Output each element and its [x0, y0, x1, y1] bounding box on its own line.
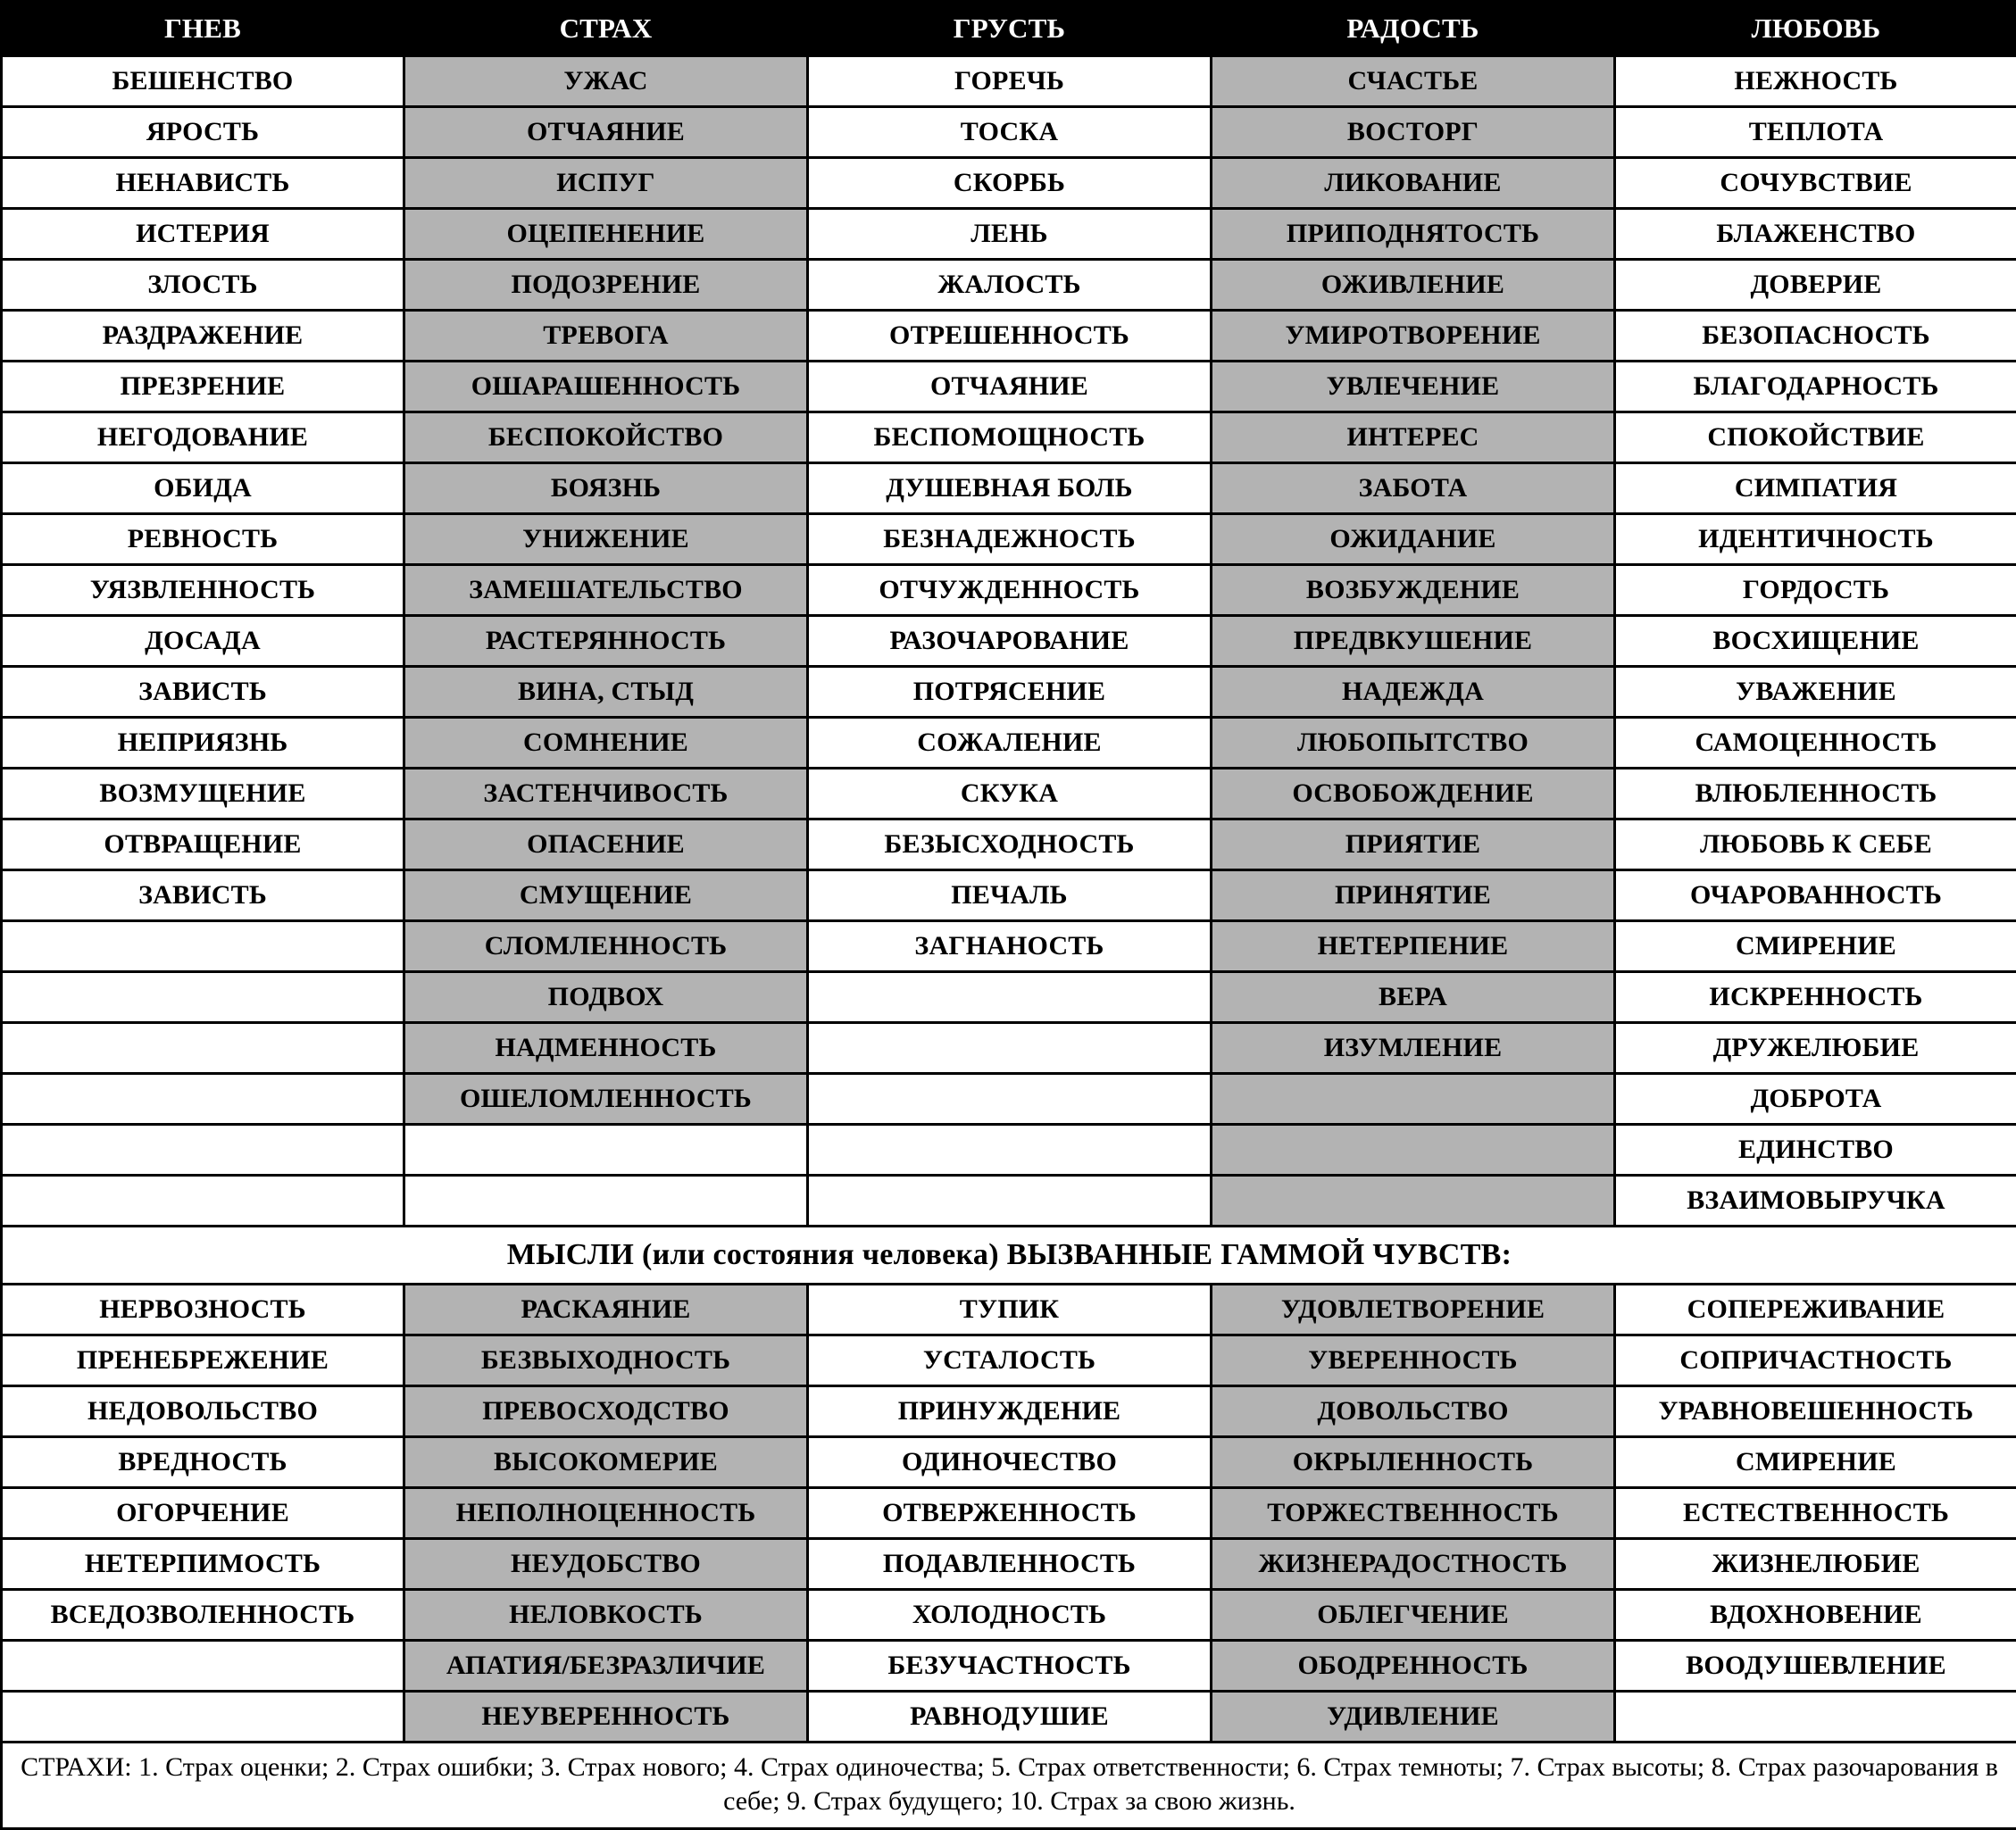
feeling-cell: ОТЧАЯНИЕ: [808, 362, 1212, 412]
feeling-cell: ПРЕЗРЕНИЕ: [2, 362, 404, 412]
feeling-cell: РАСТЕРЯННОСТЬ: [404, 616, 808, 667]
thought-cell: ОДИНОЧЕСТВО: [808, 1437, 1212, 1488]
footer-body: [2, 1743, 2016, 1829]
thought-cell: НЕТЕРПИМОСТЬ: [2, 1539, 404, 1590]
thought-cell: ПРИНУЖДЕНИЕ: [808, 1386, 1212, 1437]
feelings-row: [2, 1125, 2016, 1176]
thoughts-body: [2, 1285, 2016, 1743]
cell-empty: [404, 1125, 808, 1176]
column-header-anger: ГНЕВ: [2, 2, 404, 56]
thought-cell: ОБОДРЕННОСТЬ: [1212, 1641, 1615, 1692]
cell-empty: [2, 1023, 404, 1074]
section-divider-body: [2, 1227, 2016, 1285]
cell-empty: [808, 1176, 1212, 1227]
feeling-cell: ДУШЕВНАЯ БОЛЬ: [808, 463, 1212, 514]
feeling-cell: ЛИКОВАНИЕ: [1212, 158, 1615, 209]
cell-empty: [2, 972, 404, 1023]
thought-cell: ПРЕВОСХОДСТВО: [404, 1386, 808, 1437]
feeling-cell: ИЗУМЛЕНИЕ: [1212, 1023, 1615, 1074]
feelings-row: [2, 870, 2016, 921]
feeling-cell: ОБИДА: [2, 463, 404, 514]
feeling-cell: БЛАЖЕНСТВО: [1615, 209, 2016, 260]
feeling-cell: НЕЖНОСТЬ: [1615, 56, 2016, 107]
thoughts-row: [2, 1692, 2016, 1743]
feeling-cell: СИМПАТИЯ: [1615, 463, 2016, 514]
cell-empty: [404, 1176, 808, 1227]
feelings-row: [2, 667, 2016, 718]
feeling-cell: ПЕЧАЛЬ: [808, 870, 1212, 921]
feeling-cell: РАЗОЧАРОВАНИЕ: [808, 616, 1212, 667]
feeling-cell: БЕСПОМОЩНОСТЬ: [808, 412, 1212, 463]
feeling-cell: СКОРБЬ: [808, 158, 1212, 209]
feeling-cell: УЯЗВЛЕННОСТЬ: [2, 565, 404, 616]
feeling-cell: ТОСКА: [808, 107, 1212, 158]
feeling-cell: СЛОМЛЕННОСТЬ: [404, 921, 808, 972]
feeling-cell: САМОЦЕННОСТЬ: [1615, 718, 2016, 769]
thought-cell: ВООДУШЕВЛЕНИЕ: [1615, 1641, 2016, 1692]
feeling-cell: ПОДОЗРЕНИЕ: [404, 260, 808, 311]
feeling-cell: ЖАЛОСТЬ: [808, 260, 1212, 311]
feeling-cell: ЛЮБОПЫТСТВО: [1212, 718, 1615, 769]
feeling-cell: ЗЛОСТЬ: [2, 260, 404, 311]
thoughts-row: [2, 1641, 2016, 1692]
feeling-cell: ЗАВИСТЬ: [2, 870, 404, 921]
feeling-cell: ПРИНЯТИЕ: [1212, 870, 1615, 921]
feeling-cell: ОТЧАЯНИЕ: [404, 107, 808, 158]
feelings-row: [2, 514, 2016, 565]
feeling-cell: ЕДИНСТВО: [1615, 1125, 2016, 1176]
feeling-cell: ОЖИВЛЕНИЕ: [1212, 260, 1615, 311]
thought-cell: ОБЛЕГЧЕНИЕ: [1212, 1590, 1615, 1641]
feeling-cell: СОЖАЛЕНИЕ: [808, 718, 1212, 769]
column-header-fear: СТРАХ: [404, 2, 808, 56]
feeling-cell: НЕГОДОВАНИЕ: [2, 412, 404, 463]
feeling-cell: ИДЕНТИЧНОСТЬ: [1615, 514, 2016, 565]
feeling-cell: БЕШЕНСТВО: [2, 56, 404, 107]
feeling-cell: ГОРЕЧЬ: [808, 56, 1212, 107]
feeling-cell: БЕСПОКОЙСТВО: [404, 412, 808, 463]
feelings-row: [2, 107, 2016, 158]
feeling-cell: ДОВЕРИЕ: [1615, 260, 2016, 311]
feelings-row: [2, 412, 2016, 463]
feeling-cell: ПОДВОХ: [404, 972, 808, 1023]
feeling-cell: ОШЕЛОМЛЕННОСТЬ: [404, 1074, 808, 1125]
cell-empty: [2, 1125, 404, 1176]
thought-cell: АПАТИЯ/БЕЗРАЗЛИЧИЕ: [404, 1641, 808, 1692]
feelings-row: [2, 565, 2016, 616]
thought-cell: ОКРЫЛЕННОСТЬ: [1212, 1437, 1615, 1488]
section-divider-label: МЫСЛИ (или состояния человека) ВЫЗВАННЫЕ ГАММОЙ ЧУВСТВ:: [2, 1227, 2016, 1285]
feeling-cell: НЕТЕРПЕНИЕ: [1212, 921, 1615, 972]
feeling-cell: ОЧАРОВАННОСТЬ: [1615, 870, 2016, 921]
thought-cell: ВЫСОКОМЕРИЕ: [404, 1437, 808, 1488]
feelings-row: [2, 260, 2016, 311]
feelings-row: [2, 1176, 2016, 1227]
feeling-cell: ОЦЕПЕНЕНИЕ: [404, 209, 808, 260]
thoughts-row: [2, 1285, 2016, 1335]
feeling-cell: СМИРЕНИЕ: [1615, 921, 2016, 972]
feelings-row: [2, 972, 2016, 1023]
feeling-cell: ВЛЮБЛЕННОСТЬ: [1615, 769, 2016, 819]
cell-empty: [1212, 1125, 1615, 1176]
thought-cell: НЕЛОВКОСТЬ: [404, 1590, 808, 1641]
feeling-cell: БЕЗНАДЕЖНОСТЬ: [808, 514, 1212, 565]
feelings-row: [2, 56, 2016, 107]
feelings-row: [2, 616, 2016, 667]
cell-empty: [1212, 1176, 1615, 1227]
cell-empty: [808, 1074, 1212, 1125]
thought-cell: ТУПИК: [808, 1285, 1212, 1335]
feeling-cell: УНИЖЕНИЕ: [404, 514, 808, 565]
feeling-cell: ПРИЯТИЕ: [1212, 819, 1615, 870]
feeling-cell: РЕВНОСТЬ: [2, 514, 404, 565]
feeling-cell: ЛЮБОВЬ К СЕБЕ: [1615, 819, 2016, 870]
feeling-cell: РАЗДРАЖЕНИЕ: [2, 311, 404, 362]
feeling-cell: СПОКОЙСТВИЕ: [1615, 412, 2016, 463]
thought-cell: СМИРЕНИЕ: [1615, 1437, 2016, 1488]
thought-cell: НЕДОВОЛЬСТВО: [2, 1386, 404, 1437]
feelings-row: [2, 718, 2016, 769]
thoughts-row: [2, 1488, 2016, 1539]
column-header-love: ЛЮБОВЬ: [1615, 2, 2016, 56]
thought-cell: УВЕРЕННОСТЬ: [1212, 1335, 1615, 1386]
feeling-cell: ИСТЕРИЯ: [2, 209, 404, 260]
thought-cell: СОПРИЧАСТНОСТЬ: [1615, 1335, 2016, 1386]
feelings-row: [2, 158, 2016, 209]
thought-cell: БЕЗВЫХОДНОСТЬ: [404, 1335, 808, 1386]
feeling-cell: СМУЩЕНИЕ: [404, 870, 808, 921]
thoughts-row: [2, 1335, 2016, 1386]
cell-empty: [808, 1125, 1212, 1176]
feelings-row: [2, 769, 2016, 819]
feeling-cell: ВОЗБУЖДЕНИЕ: [1212, 565, 1615, 616]
feeling-cell: ИСКРЕННОСТЬ: [1615, 972, 2016, 1023]
feeling-cell: ЗАБОТА: [1212, 463, 1615, 514]
feeling-cell: ВОСТОРГ: [1212, 107, 1615, 158]
feeling-cell: ВИНА, СТЫД: [404, 667, 808, 718]
feeling-cell: ВЗАИМОВЫРУЧКА: [1615, 1176, 2016, 1227]
feeling-cell: ПРИПОДНЯТОСТЬ: [1212, 209, 1615, 260]
feeling-cell: УВАЖЕНИЕ: [1615, 667, 2016, 718]
cell-empty: [2, 1176, 404, 1227]
feeling-cell: НЕПРИЯЗНЬ: [2, 718, 404, 769]
feeling-cell: ДРУЖЕЛЮБИЕ: [1615, 1023, 2016, 1074]
thought-cell: ТОРЖЕСТВЕННОСТЬ: [1212, 1488, 1615, 1539]
feeling-cell: СКУКА: [808, 769, 1212, 819]
feeling-cell: ДОБРОТА: [1615, 1074, 2016, 1125]
feeling-cell: ОТЧУЖДЕННОСТЬ: [808, 565, 1212, 616]
feeling-cell: ЗАВИСТЬ: [2, 667, 404, 718]
thought-cell: ХОЛОДНОСТЬ: [808, 1590, 1212, 1641]
fears-list-note: СТРАХИ: 1. Страх оценки; 2. Страх ошибки; 3. Страх нового; 4. Страх одиночества; 5. Страх ответственности; 6. Страх темноты; 7. Страх высоты; 8. Страх разочарования в себе; 9. Страх будущего; 10. Страх за свою жизнь.: [2, 1743, 2016, 1829]
thought-cell: УСТАЛОСТЬ: [808, 1335, 1212, 1386]
feelings-row: [2, 362, 2016, 412]
feeling-cell: ЯРОСТЬ: [2, 107, 404, 158]
thought-cell: НЕРВОЗНОСТЬ: [2, 1285, 404, 1335]
feeling-cell: ЗАСТЕНЧИВОСТЬ: [404, 769, 808, 819]
feeling-cell: НАДМЕННОСТЬ: [404, 1023, 808, 1074]
column-header-sadness: ГРУСТЬ: [808, 2, 1212, 56]
feeling-cell: ОШАРАШЕННОСТЬ: [404, 362, 808, 412]
feelings-row: [2, 311, 2016, 362]
feeling-cell: СОМНЕНИЕ: [404, 718, 808, 769]
thoughts-row: [2, 1386, 2016, 1437]
feeling-cell: ОЖИДАНИЕ: [1212, 514, 1615, 565]
thought-cell: ОГОРЧЕНИЕ: [2, 1488, 404, 1539]
feeling-cell: ИСПУГ: [404, 158, 808, 209]
feelings-row: [2, 1074, 2016, 1125]
thought-cell: ВДОХНОВЕНИЕ: [1615, 1590, 2016, 1641]
cell-empty: [1212, 1074, 1615, 1125]
feeling-cell: БЕЗОПАСНОСТЬ: [1615, 311, 2016, 362]
feeling-cell: ТЕПЛОТА: [1615, 107, 2016, 158]
thought-cell: РАСКАЯНИЕ: [404, 1285, 808, 1335]
feeling-cell: УВЛЕЧЕНИЕ: [1212, 362, 1615, 412]
thought-cell: ЖИЗНЕЛЮБИЕ: [1615, 1539, 2016, 1590]
feeling-cell: ЛЕНЬ: [808, 209, 1212, 260]
feeling-cell: УЖАС: [404, 56, 808, 107]
feelings-row: [2, 921, 2016, 972]
feeling-cell: ИНТЕРЕС: [1212, 412, 1615, 463]
thought-cell: ВРЕДНОСТЬ: [2, 1437, 404, 1488]
cell-empty: [2, 921, 404, 972]
feelings-body: [2, 56, 2016, 1227]
thought-cell: ВСЕДОЗВОЛЕННОСТЬ: [2, 1590, 404, 1641]
thought-cell: УДОВЛЕТВОРЕНИЕ: [1212, 1285, 1615, 1335]
thought-cell: СОПЕРЕЖИВАНИЕ: [1615, 1285, 2016, 1335]
cell-empty: [808, 1023, 1212, 1074]
feeling-cell: ОПАСЕНИЕ: [404, 819, 808, 870]
thought-cell: ПРЕНЕБРЕЖЕНИЕ: [2, 1335, 404, 1386]
feeling-cell: ВЕРА: [1212, 972, 1615, 1023]
feeling-cell: ОСВОБОЖДЕНИЕ: [1212, 769, 1615, 819]
thought-cell: НЕПОЛНОЦЕННОСТЬ: [404, 1488, 808, 1539]
header-row: [2, 2, 2016, 56]
feeling-cell: ПРЕДВКУШЕНИЕ: [1212, 616, 1615, 667]
feeling-cell: ЗАМЕШАТЕЛЬСТВО: [404, 565, 808, 616]
thoughts-row: [2, 1590, 2016, 1641]
feeling-cell: БОЯЗНЬ: [404, 463, 808, 514]
thought-cell: ОТВЕРЖЕННОСТЬ: [808, 1488, 1212, 1539]
thought-cell: НЕУВЕРЕННОСТЬ: [404, 1692, 808, 1743]
thought-cell: БЕЗУЧАСТНОСТЬ: [808, 1641, 1212, 1692]
feelings-row: [2, 463, 2016, 514]
thought-cell: УДИВЛЕНИЕ: [1212, 1692, 1615, 1743]
feeling-cell: ОТРЕШЕННОСТЬ: [808, 311, 1212, 362]
table-header: [2, 2, 2016, 56]
feeling-cell: СОЧУВСТВИЕ: [1615, 158, 2016, 209]
feeling-cell: СЧАСТЬЕ: [1212, 56, 1615, 107]
feeling-cell: НЕНАВИСТЬ: [2, 158, 404, 209]
feeling-cell: ВОСХИЩЕНИЕ: [1615, 616, 2016, 667]
column-header-joy: РАДОСТЬ: [1212, 2, 1615, 56]
feeling-cell: ЗАГНАНОСТЬ: [808, 921, 1212, 972]
feeling-cell: БЕЗЫСХОДНОСТЬ: [808, 819, 1212, 870]
feelings-row: [2, 1023, 2016, 1074]
feeling-cell: ПОТРЯСЕНИЕ: [808, 667, 1212, 718]
thought-cell: ДОВОЛЬСТВО: [1212, 1386, 1615, 1437]
feeling-cell: ТРЕВОГА: [404, 311, 808, 362]
thought-cell: РАВНОДУШИЕ: [808, 1692, 1212, 1743]
cell-empty: [2, 1074, 404, 1125]
section-divider-row: [2, 1227, 2016, 1285]
feeling-cell: ОТВРАЩЕНИЕ: [2, 819, 404, 870]
thought-cell: ЕСТЕСТВЕННОСТЬ: [1615, 1488, 2016, 1539]
feelings-row: [2, 209, 2016, 260]
feelings-row: [2, 819, 2016, 870]
cell-empty: [2, 1692, 404, 1743]
feeling-cell: ВОЗМУЩЕНИЕ: [2, 769, 404, 819]
footer-row: [2, 1743, 2016, 1829]
thoughts-row: [2, 1539, 2016, 1590]
feeling-cell: НАДЕЖДА: [1212, 667, 1615, 718]
feeling-cell: ГОРДОСТЬ: [1615, 565, 2016, 616]
thought-cell: ЖИЗНЕРАДОСТНОСТЬ: [1212, 1539, 1615, 1590]
cell-empty: [808, 972, 1212, 1023]
feeling-cell: УМИРОТВОРЕНИЕ: [1212, 311, 1615, 362]
thought-cell: НЕУДОБСТВО: [404, 1539, 808, 1590]
feeling-cell: ДОСАДА: [2, 616, 404, 667]
cell-empty: [2, 1641, 404, 1692]
thoughts-row: [2, 1437, 2016, 1488]
thought-cell: ПОДАВЛЕННОСТЬ: [808, 1539, 1212, 1590]
cell-empty: [1615, 1692, 2016, 1743]
thought-cell: УРАВНОВЕШЕННОСТЬ: [1615, 1386, 2016, 1437]
feeling-cell: БЛАГОДАРНОСТЬ: [1615, 362, 2016, 412]
